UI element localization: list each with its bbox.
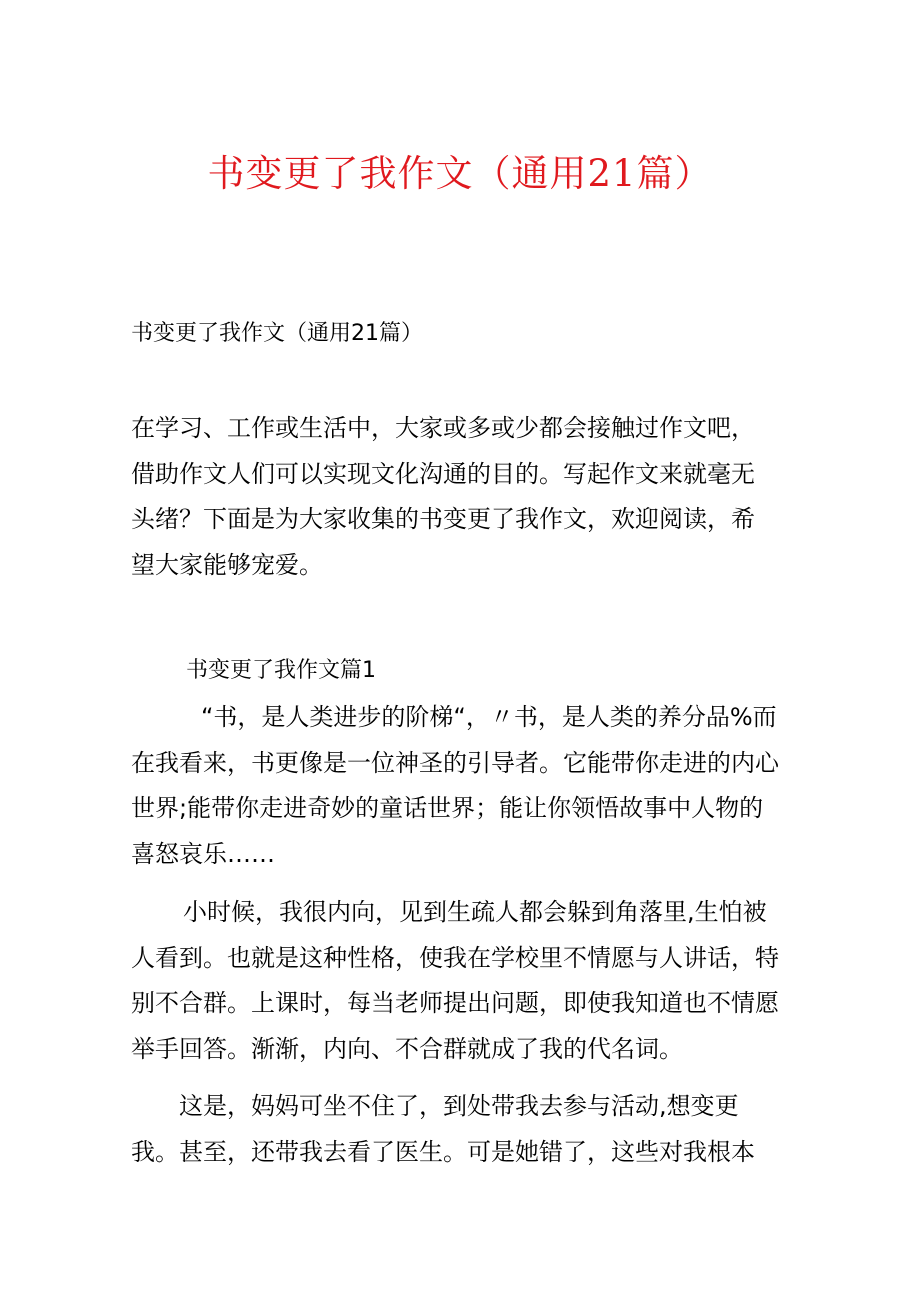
text-line: 举手回答。渐渐，内向、不合群就成了我的代名词。 <box>131 1034 683 1063</box>
text-line: 别不合群。上课时，每当老师提出问题，即使我知道也不情愿 <box>131 989 779 1017</box>
document-subtitle: 书变更了我作文（通用21篇） <box>131 321 423 346</box>
text-line: 小时候，我很内向，见到生疏人都会躲到角落里,生怕被 <box>183 898 767 926</box>
section-heading: 书变更了我作文篇1 <box>186 658 376 683</box>
text-line: 这是，妈妈可坐不住了，到处带我去参与活动,想变更 <box>179 1092 739 1120</box>
text-line: 我。甚至，还带我去看了医生。可是她错了，这些对我根本 <box>131 1137 755 1166</box>
body-paragraph-1 <box>131 695 796 877</box>
text-line: “书，是人类进步的阶梯“，〃书，是人类的养分品%而 <box>201 703 777 731</box>
text-line: 望大家能够宠爱。 <box>131 550 323 579</box>
body-paragraph-3 <box>131 1084 796 1175</box>
text-line: 人看到。也就是这种性格，使我在学校里不情愿与人讲话，特 <box>131 943 779 972</box>
document-title: 书变更了我作文（通用21篇） <box>207 152 713 195</box>
text-line: 在学习、工作或生活中，大家或多或少都会接触过作文吧， <box>131 414 755 442</box>
text-line: 喜怒哀乐…… <box>131 839 275 868</box>
intro-paragraph <box>131 406 796 588</box>
text-line: 借助作文人们可以实现文化沟通的目的。写起作文来就毫无 <box>131 459 755 488</box>
text-line: 头绪？下面是为大家收集的书变更了我作文，欢迎阅读，希 <box>131 505 755 533</box>
text-line: 在我看来，书更像是一位神圣的引导者。它能带你走进的内心 <box>131 748 779 777</box>
body-paragraph-2 <box>131 890 796 1072</box>
text-line: 世界;能带你走进奇妙的童话世界；能让你领悟故事中人物的 <box>131 794 764 822</box>
